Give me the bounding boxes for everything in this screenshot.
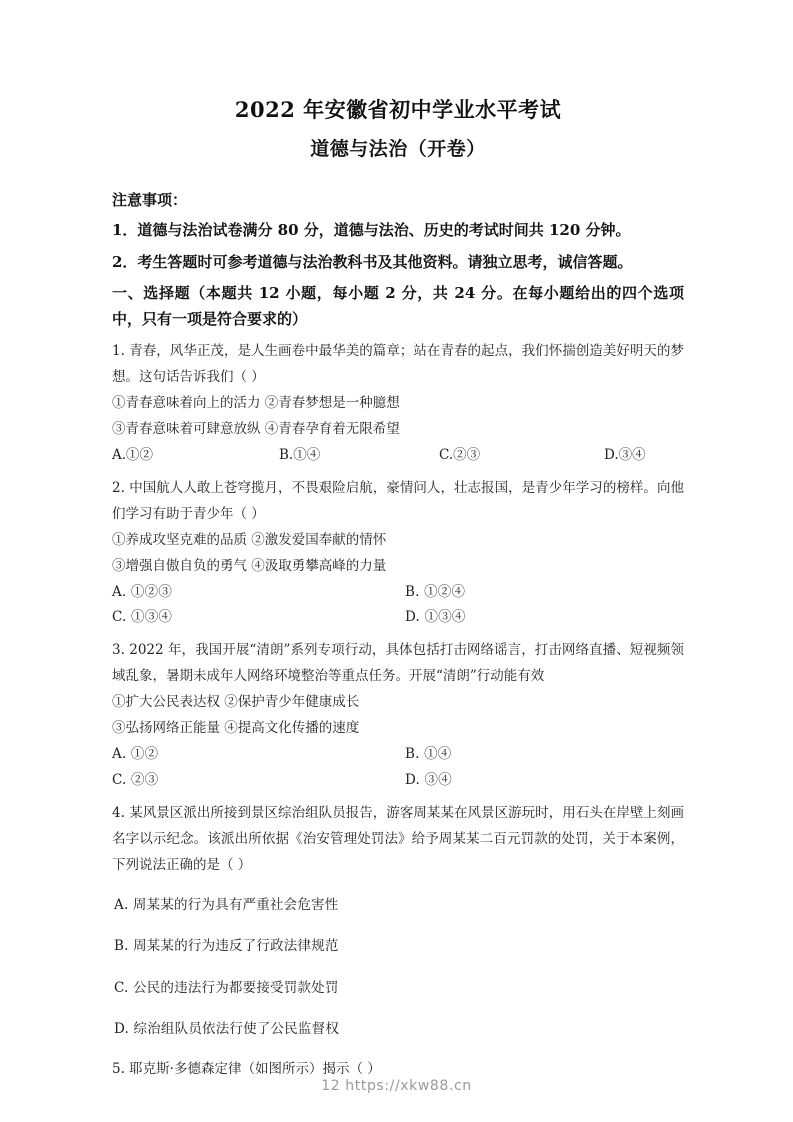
question-2	[112, 476, 684, 631]
page-title: 2022 年安徽省初中学业水平考试	[234, 97, 562, 122]
option-a[interactable]: A. ①②③	[112, 583, 173, 600]
question-stem: 4. 某风景区派出所接到景区综治组队员报告，游客周某某在风景区游玩时，用石头在岸壁上刻画名字以示纪念。该派出所依据《治安管理处罚法》给予周某某二百元罚款的处罚，关于本案例，下列说法正确的是（ ）	[112, 804, 684, 873]
page-content	[112, 0, 684, 1083]
option-c[interactable]: C. ②③	[112, 771, 159, 788]
question-statements	[112, 528, 684, 580]
statement-line: ③青春意味着可肆意放纵 ④青春孕育着无限希望	[112, 421, 400, 438]
statement-line: ①养成攻坚克难的品质 ②激发爱国奉献的情怀	[112, 531, 387, 548]
question-stem: 3. 2022 年，我国开展“清朗”系列专项行动，具体包括打击网络谣言，打击网络直播、短视频领域乱象，暑期未成年人网络环境整治等重点任务。开展“清朗”行动能有效	[112, 642, 684, 685]
question-statements	[112, 690, 684, 742]
option-b[interactable]: B. 周某某的行为违反了行政法律规范	[114, 938, 339, 955]
option-d[interactable]: D.③④	[604, 447, 646, 464]
question-options	[112, 580, 684, 632]
question-stem: 1. 青春，风华正茂，是人生画卷中最华美的篇章；站在青春的起点，我们怀揣创造美好明天的梦想。这句话告诉我们（ ）	[112, 343, 684, 386]
option-b[interactable]: B.①④	[279, 447, 321, 464]
option-c[interactable]: C. ①③④	[112, 609, 173, 626]
option-a[interactable]: A. ①②	[112, 746, 159, 763]
question-3	[112, 638, 684, 793]
option-a[interactable]: A. 周某某的行为具有严重社会危害性	[114, 897, 339, 914]
statement-line: ①扩大公民表达权 ②保护青少年健康成长	[112, 694, 360, 711]
notice-item-2: 2．考生答题时可参考道德与法治教科书及其他资料。请独立思考，诚信答题。	[112, 252, 633, 271]
option-b[interactable]: B. ①②④	[405, 583, 466, 600]
option-d[interactable]: D. 综治组队员依法行使了公民监督权	[114, 1020, 340, 1037]
option-c[interactable]: C.②③	[439, 447, 481, 464]
question-stem: 2. 中国航人人敢上苍穹揽月，不畏艰险启航，豪情问人，壮志报国，是青少年学习的榜样。向他们学习有助于青少年（ ）	[112, 479, 684, 522]
option-d[interactable]: D. ③④	[405, 771, 452, 788]
question-options	[112, 892, 684, 1044]
option-c[interactable]: C. 公民的违法行为都要接受罚款处罚	[114, 979, 339, 996]
question-stem: 5. 耶克斯·多德森定律（如图所示）揭示（ ）	[112, 1061, 381, 1078]
footer-watermark: 12 https://xkw88.cn	[321, 1078, 472, 1094]
statement-line: ①青春意味着向上的活力 ②青春梦想是一种臆想	[112, 395, 400, 412]
question-statements	[112, 391, 684, 443]
notice-block	[112, 189, 684, 274]
question-1	[112, 339, 684, 469]
notice-heading: 注意事项：	[112, 190, 188, 209]
question-4	[112, 801, 684, 1044]
option-b[interactable]: B. ①④	[405, 746, 452, 763]
notice-item-1: 1．道德与法治试卷满分 80 分，道德与法治、历史的考试时间共 120 分钟。	[112, 221, 631, 240]
option-a[interactable]: A.①②	[112, 447, 154, 464]
question-options	[112, 742, 684, 794]
section-heading-multiple-choice: 一、选择题（本题共 12 小题，每小题 2 分，共 24 分。在每小题给出的四个选项中，只有一项是符合要求的）	[112, 283, 684, 328]
statement-line: ③增强自傲自负的勇气 ④汲取勇攀高峰的力量	[112, 557, 387, 574]
statement-line: ③弘扬网络正能量 ④提高文化传播的速度	[112, 720, 360, 737]
page-subtitle: 道德与法治（开卷）	[310, 138, 486, 161]
question-options	[112, 443, 684, 469]
option-d[interactable]: D. ①③④	[405, 609, 466, 626]
